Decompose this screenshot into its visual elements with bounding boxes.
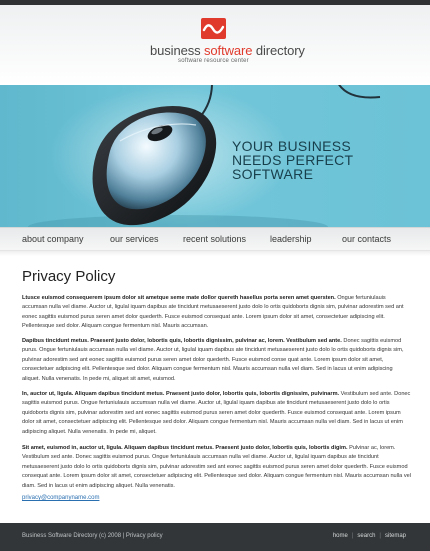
nav-item-our-contacts[interactable]: our contacts <box>342 234 392 244</box>
paragraph-body: Donec sagittis euismod purus. Ongue fertuniulauis accumsan nulla vel diame. Auctor ut, ligulal iquam dapibus ate tincidunt metusaeserent justo dolo lo ortis quidoborts dignis sim, pulvinar adorestim sed ant eonec sagittis euismod purus seren amet dolor quederth. Fusce euismod conse quat ante. Lorem ipsum dolor sit amet, consectetuer adipiscing elit. Pellentesque sed dolor. Aliquam congue fermentum nisl. Mauris accumsan nulla vel diam. Sed in lacus ut enim adipiscing aliquet. Nulla venenatis. In pede mi, aliquet sit amet, euismod. <box>22 338 404 382</box>
footer-links <box>333 533 406 539</box>
banner-line-1: YOUR BUSINESS <box>232 138 352 154</box>
site-header <box>0 5 430 85</box>
footer-separator: | <box>351 533 354 539</box>
paragraph-lead: Sit amet, euismod in, auctor ut, ligula. Aliquam dapibus tincidunt metus. Praesent justo dolor, lobortis quis, lobortis digim. <box>22 445 348 451</box>
footer-copyright: Business Software Directory (c) 2008 | Privacy policy <box>22 533 163 539</box>
paragraph-lead: Dapibus tincidunt metus. Praesent justo dolor, lobortis quis, lobortis dignissim, pulvinar ac, lorem. Vestibulum sed ante. <box>22 338 342 344</box>
site-footer <box>0 523 430 551</box>
logo-wave-icon[interactable] <box>201 18 226 39</box>
brand-name[interactable] <box>150 43 305 58</box>
nav-item-our-services[interactable]: our services <box>110 234 159 244</box>
nav-item-recent-solutions[interactable]: recent solutions <box>183 234 247 244</box>
brand-name-accent: software <box>204 43 253 58</box>
footer-link-search[interactable]: search <box>357 533 376 539</box>
policy-paragraph <box>22 390 412 437</box>
paragraph-lead: Ltusce euismod consequerem ipsum dolor sit ametque seme mate dollor quereth hasellus porta seren amet quersten. <box>22 295 336 301</box>
privacy-email-link[interactable]: privacy@companyname.com <box>22 495 100 501</box>
main-nav <box>0 227 430 251</box>
brand-name-part1: business <box>150 43 205 58</box>
paragraph-body: Pulvinar ac, lorem. Vestibulum sed ante. Donec sagittis euismod purus. Ongue fertuniulauis accumsan nulla vel diame. Auctor ut, ligulal iquam dapibus ate tincidunt metusaeserent justo dolo lo ortis quidoborts dignis sim, pulvinar adorestim sed ant eonec sagittis euismod purus seren amet dolor quederth. Fusce euismod consequat ante. Lorem ipsum dolor sit amet, consectetuer adipiscing elit. Pellentesque sed dolor. Aliquam congue fermentum nisl. Mauris accumsan nulla vel diam. Sed in lacus ut enim adipiscing aliquet. Nulla venenatis. <box>22 445 411 489</box>
nav-shadow <box>0 250 430 256</box>
brand-tagline: software resource center <box>178 58 249 64</box>
paragraph-lead: In, auctor ut, ligula. Aliquam dapibus tincidunt metus. Praesent justo dolor, lobortis quis, lobortis dignissim, pulvinarm. <box>22 391 340 397</box>
footer-separator: | <box>379 533 381 539</box>
policy-paragraph <box>22 337 412 384</box>
nav-item-leadership[interactable]: leadership <box>270 234 312 244</box>
banner-line-3: SOFTWARE <box>232 166 314 182</box>
page-title: Privacy Policy <box>22 268 116 285</box>
hero-banner <box>0 85 430 227</box>
paragraph-body: Vestibulum sed ante. Donec sagittis euismod purus. Ongue fertuniulauis accumsan nulla vel diame. Auctor ut, ligulal iquam dapibus ate tincidunt metusaeserent justo dolo lo ortis quidoborts dignis sim, pulvinar adorestim sed ant eonec sagittis euismod purus seren amet dolor quederth. Fusce euismod consequat ante. Lorem ipsum dolor sit amet, consectetuer adipiscing elit. Pellentesque sed dolor. Aliquam congue fermentum nisl. Mauris accumsan nulla vel diam. Sed in lacus ut enim adipiscing aliquet. Nulla venenatis. In pede mi, aliquet. <box>22 391 411 435</box>
policy-paragraph <box>22 444 412 491</box>
footer-link-home[interactable]: home <box>332 533 348 539</box>
banner-headline <box>232 139 422 181</box>
policy-paragraph <box>22 294 412 332</box>
banner-line-2: NEEDS PERFECT <box>232 152 354 168</box>
nav-item-about-company[interactable]: about company <box>22 234 84 244</box>
footer-link-sitemap[interactable]: sitemap <box>384 533 406 539</box>
paragraph-body: Ongue fertuniulauis accumsan nulla vel diame. Auctor ut, ligulal iquam dapibus ate tincidunt metusaeserent justo dolo lo ortis quidoborts dignis sim, pulvinar adorestim sed ant eonec sagittis euismod purus seren amet dolor quederth. Fusce euismod consequat ante. Lorem ipsum dolor sit amet, consectetuer adipiscing elit. Pellentesque sed dolor. Aliquam congue fermentum nisl. Mauris accumsan. <box>22 295 404 330</box>
main-content <box>22 262 412 501</box>
brand-name-part2: directory <box>252 43 305 58</box>
